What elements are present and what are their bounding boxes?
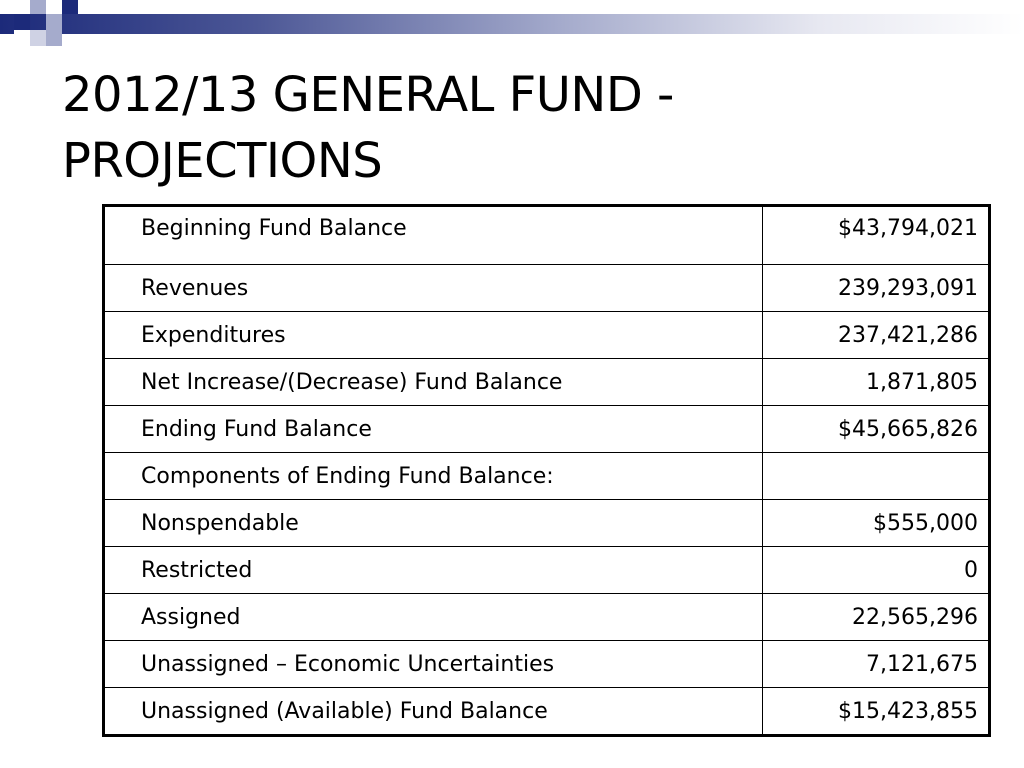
table-row [104, 688, 990, 736]
table-row [104, 547, 990, 594]
row-value: 237,421,286 [763, 312, 990, 359]
table-row [104, 594, 990, 641]
row-label: Unassigned – Economic Uncertainties [104, 641, 763, 688]
title-line-2: PROJECTIONS [62, 133, 383, 189]
square-light [30, 0, 46, 14]
row-label: Nonspendable [104, 500, 763, 547]
row-label: Restricted [104, 547, 763, 594]
row-value: 239,293,091 [763, 265, 990, 312]
square-light [46, 14, 62, 30]
square-light [30, 30, 46, 46]
square-dark [14, 14, 30, 30]
row-value: 1,871,805 [763, 359, 990, 406]
row-label: Unassigned (Available) Fund Balance [104, 688, 763, 736]
fund-balance-table [102, 204, 991, 737]
table-row [104, 206, 990, 265]
table-row [104, 641, 990, 688]
row-label: Beginning Fund Balance [104, 206, 763, 265]
row-value: $15,423,855 [763, 688, 990, 736]
table-row [104, 265, 990, 312]
row-label: Revenues [104, 265, 763, 312]
table-row [104, 500, 990, 547]
header-gradient-bar [0, 14, 1024, 34]
title-line-1: 2012/13 GENERAL FUND - [62, 67, 674, 123]
row-label: Ending Fund Balance [104, 406, 763, 453]
row-value: $43,794,021 [763, 206, 990, 265]
row-label: Components of Ending Fund Balance: [104, 453, 763, 500]
row-value: $555,000 [763, 500, 990, 547]
decorative-squares [0, 0, 90, 70]
row-label: Net Increase/(Decrease) Fund Balance [104, 359, 763, 406]
table-row [104, 359, 990, 406]
row-value: 7,121,675 [763, 641, 990, 688]
slide-title [62, 62, 962, 194]
row-label: Assigned [104, 594, 763, 641]
row-value: 0 [763, 547, 990, 594]
row-label: Expenditures [104, 312, 763, 359]
row-value [763, 453, 990, 500]
table-row [104, 453, 990, 500]
row-value: $45,665,826 [763, 406, 990, 453]
square-light [46, 30, 62, 46]
square-dark [62, 0, 78, 14]
table-row [104, 406, 990, 453]
row-value: 22,565,296 [763, 594, 990, 641]
square-dark [14, 30, 30, 46]
table-row [104, 312, 990, 359]
